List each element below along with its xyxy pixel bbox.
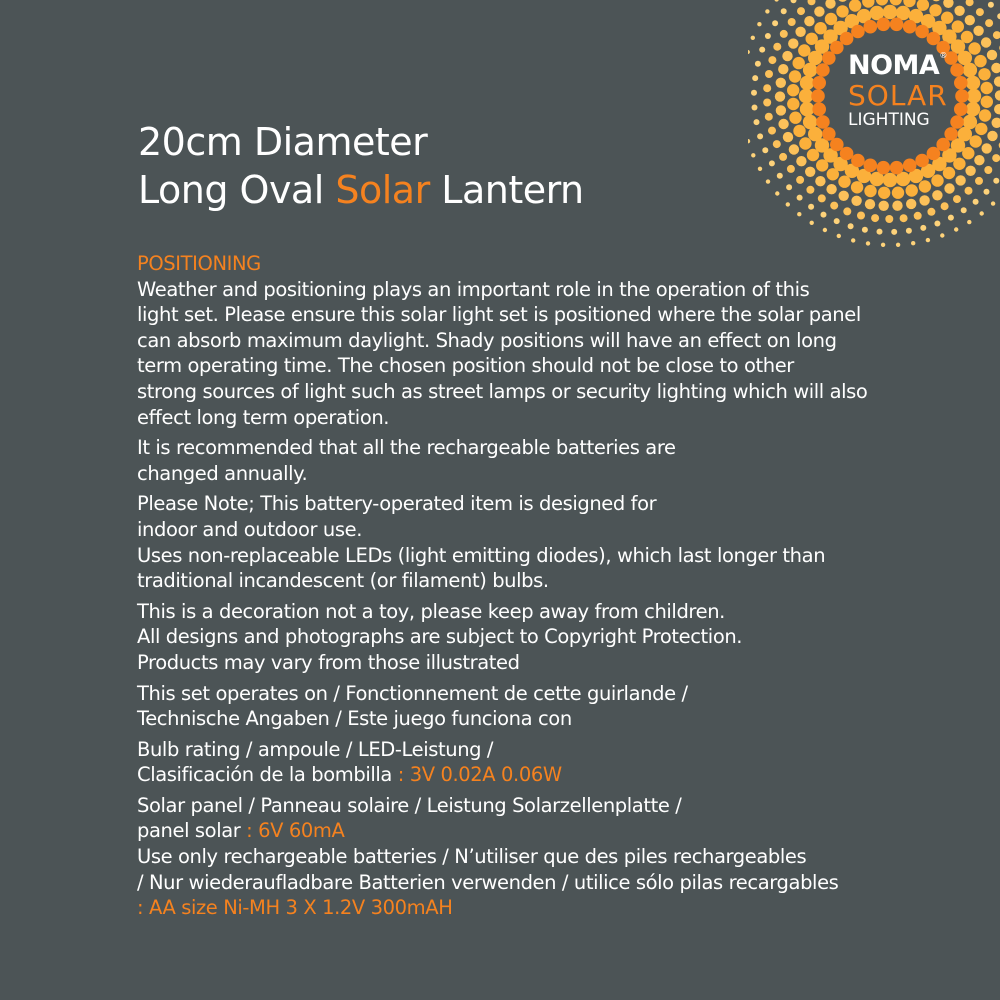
sun-dot [876, 0, 888, 6]
sun-dot [900, 214, 908, 222]
sun-dot [906, 228, 912, 234]
sun-dot [851, 238, 855, 242]
sun-dot [788, 18, 796, 26]
sun-dot [800, 76, 814, 90]
sun-dot [865, 199, 875, 209]
sun-dot [796, 156, 806, 166]
logo-noma: NOMA® [848, 50, 947, 81]
logo-lighting: LIGHTING [848, 110, 930, 130]
sun-dot [927, 147, 941, 161]
sun-dot [752, 75, 758, 81]
sun-dot [890, 18, 904, 32]
sun-dot [906, 199, 916, 209]
positioning-heading: POSITIONING [137, 252, 261, 275]
sun-dot [864, 185, 876, 197]
sun-dot [752, 105, 758, 111]
sun-dot [765, 9, 769, 13]
title-line-2: Long Oval Solar Lantern [138, 168, 584, 212]
sun-dot [914, 212, 922, 220]
sun-dot [953, 195, 961, 203]
sun-dot [966, 0, 974, 6]
sun-dot [816, 115, 830, 129]
sun-dot [838, 176, 850, 188]
sun-dot [881, 243, 885, 247]
sun-dot [776, 78, 786, 88]
sun-dot [826, 184, 836, 194]
sun-dot [981, 37, 991, 47]
sun-dot [755, 61, 761, 67]
sun-dot [993, 31, 1000, 39]
sun-dot [836, 5, 848, 17]
please-note-paragraph: Please Note; This battery-operated item is designed for indoor and outdoor use. Uses non-replaceable LEDs (light emitting diodes), which last longer than traditional incandescent (or filament) bulbs. [137, 492, 826, 593]
sun-dot [759, 47, 765, 53]
sun-dot [926, 238, 930, 242]
sun-dot [797, 7, 805, 15]
safety-paragraph: This is a decoration not a toy, please keep away from children. All designs and photographs are subject to Copyright Protection. Products may vary from those illustrated [137, 599, 743, 674]
sun-dot [879, 201, 889, 211]
sun-dot [920, 225, 926, 231]
sun-dot [793, 57, 805, 69]
batteries-value: : AA size Ni-MH 3 X 1.2V 300mAH [137, 896, 453, 920]
sun-dot [816, 63, 830, 77]
sun-dot [991, 63, 1000, 73]
sun-dot [799, 89, 813, 103]
operates-on-paragraph: This set operates on / Fonctionnement de cette guirlande / Technische Angaben / Este juego funciona con [137, 681, 688, 731]
sun-dot [825, 0, 835, 9]
sun-dot [775, 191, 779, 195]
sun-dot [775, 91, 785, 101]
sun-dot [789, 112, 801, 124]
sun-dot [978, 68, 990, 80]
sun-dot [948, 215, 954, 221]
sun-dot [941, 12, 953, 24]
sun-dot [818, 194, 826, 202]
sun-dot [778, 119, 788, 129]
sun-dot [878, 187, 890, 199]
sun-dot [970, 135, 982, 147]
noma-solar-lighting-logo [748, 0, 1000, 250]
bulb-rating-value: : 3V 0.02A 0.06W [391, 763, 562, 787]
product-title [138, 118, 584, 214]
sun-dot [849, 0, 861, 12]
sun-dot [851, 181, 863, 193]
sun-dot [883, 5, 897, 19]
sun-dot [754, 119, 760, 125]
sun-dot [915, 154, 929, 168]
sun-dot [994, 104, 1000, 114]
sun-dot [758, 167, 762, 171]
sun-dot [837, 0, 847, 2]
sun-dot [961, 31, 973, 43]
sun-dot [954, 227, 958, 231]
sun-dot [987, 131, 997, 141]
sun-dot [803, 115, 817, 129]
sun-dot [890, 0, 902, 5]
bulb-rating-paragraph: Bulb rating / ampoule / LED-Leistung / Clasificación de la bombilla : 3V 0.02A 0.06W [137, 737, 562, 787]
sun-dot [919, 195, 929, 205]
sun-dot [932, 190, 942, 200]
sun-dot [779, 153, 787, 161]
sun-dot [825, 13, 837, 25]
sun-dot [877, 161, 891, 175]
logo-solar: SOLAR [848, 79, 948, 112]
sun-dot [827, 168, 839, 180]
sun-dot [992, 118, 1000, 128]
sun-dot [804, 16, 814, 26]
sun-dot [843, 207, 851, 215]
sun-dot [797, 212, 801, 216]
sun-dot [786, 184, 792, 190]
sun-dot [885, 215, 893, 223]
sun-dot [766, 179, 770, 183]
positioning-paragraph: Weather and positioning plays an important role in the operation of this light set. Please ensure this solar light set is positioned where the solar panel can absorb maximum daylight. Shady positions will have an effect on long term operating time. The chosen position should not be close to other strong sources of light such as street lamps or security lighting which will also effect long term operation. [137, 277, 868, 429]
sun-dot [751, 153, 755, 157]
sun-dot [834, 218, 840, 224]
sun-dot [787, 98, 799, 110]
sun-dot [862, 227, 868, 233]
sun-dot [762, 147, 768, 153]
sun-dot [944, 183, 954, 193]
sun-dot [822, 127, 836, 141]
sun-dot [800, 102, 814, 116]
sun-dot [917, 0, 929, 11]
batteries-paragraph: Use only rechargeable batteries / N’utiliser que des piles rechargeables / Nur wiederaufladbare Batterien verwenden / utilice sólo pilas recargables : AA size Ni-MH 3 X 1.2V 300mAH [137, 844, 997, 921]
sun-dot [778, 64, 788, 74]
sun-dot [982, 143, 992, 153]
sun-dot [786, 202, 790, 206]
sun-dot [929, 4, 941, 16]
sun-dot [814, 22, 826, 34]
sun-dot [823, 228, 827, 232]
sun-dot [919, 180, 931, 192]
sun-dot [815, 176, 825, 186]
sun-dot [799, 137, 811, 149]
sun-dot [955, 175, 965, 185]
sun-dot [915, 25, 929, 39]
sun-dot [839, 191, 849, 201]
sun-dot [777, 173, 783, 179]
sun-dot [993, 178, 999, 184]
sun-dot [952, 20, 964, 32]
sun-dot [981, 96, 993, 108]
sun-dot [927, 208, 935, 216]
sun-dot [975, 177, 983, 185]
sun-dot [791, 0, 797, 3]
sun-dot [866, 241, 870, 245]
sun-dot [848, 223, 854, 229]
sun-dot [751, 90, 757, 96]
sun-dot [774, 0, 778, 2]
sun-dot [765, 70, 773, 78]
sun-dot [776, 105, 786, 115]
sun-dot [891, 229, 897, 235]
sun-dot [763, 99, 771, 107]
sun-dot [911, 241, 915, 245]
sun-dot [877, 18, 891, 32]
sun-dot [806, 186, 814, 194]
bulb-rating-label: Clasificación de la bombilla [137, 763, 392, 787]
sun-dot [995, 90, 1000, 100]
sun-dot [940, 233, 944, 237]
sun-dot [805, 167, 815, 177]
batteries-recommendation: It is recommended that all the rechargeable batteries are changed annually. [137, 436, 676, 485]
sun-dot [892, 201, 902, 211]
sun-dot [890, 161, 904, 175]
sun-dot [780, 30, 788, 38]
sun-dot [789, 144, 799, 154]
sun-dot [765, 113, 773, 121]
sun-dot [807, 149, 819, 161]
sun-dot [793, 125, 805, 137]
sun-dot [883, 173, 897, 187]
sun-dot [796, 176, 804, 184]
sun-dot [862, 0, 874, 8]
sun-dot [812, 76, 826, 90]
sun-dot [798, 44, 810, 56]
sun-dot [984, 189, 990, 195]
sun-dot [903, 20, 917, 34]
sun-dot [974, 155, 984, 165]
sun-dot [789, 70, 801, 82]
sun-dot [962, 147, 974, 159]
sun-dot [954, 6, 964, 16]
sun-dot [979, 109, 991, 121]
sun-dot [851, 196, 861, 206]
title-accent-solar: Solar [335, 168, 430, 212]
sun-dot [903, 159, 917, 173]
sun-dot [864, 159, 878, 173]
sun-dot [769, 160, 775, 166]
sun-dot [816, 159, 828, 171]
sun-dot [906, 184, 918, 196]
logo-text [848, 52, 978, 129]
sun-dot [896, 243, 900, 247]
sun-dot [857, 212, 865, 220]
sun-dot [837, 234, 841, 238]
sun-dot [981, 82, 993, 94]
sun-dot [783, 132, 793, 142]
sun-dot [748, 139, 750, 143]
sun-dot [781, 8, 787, 14]
sun-dot [991, 201, 995, 205]
sun-dot [787, 165, 795, 173]
sun-dot [773, 140, 781, 148]
sun-dot [851, 154, 865, 168]
sun-dot [988, 2, 994, 8]
sun-dot [953, 158, 965, 170]
sun-dot [877, 229, 883, 235]
sun-dot [757, 22, 761, 26]
sun-dot [788, 38, 798, 48]
sun-dot [871, 214, 879, 222]
sun-dot [892, 187, 904, 199]
sun-dot [965, 166, 975, 176]
sun-dot [864, 20, 878, 34]
sun-dot [748, 50, 750, 54]
solar-panel-paragraph: Solar panel / Panneau solaire / Leistung Solarzellenplatte / panel solar : 6V 60mA [137, 793, 682, 843]
sun-dot [765, 33, 771, 39]
sun-dot [751, 36, 755, 40]
sun-dot [840, 32, 854, 46]
sun-dot [806, 33, 818, 45]
sun-dot [987, 50, 997, 60]
sun-dot [811, 89, 825, 103]
sun-dot [943, 167, 955, 179]
sun-dot [814, 6, 824, 16]
sun-dot [851, 25, 865, 39]
sun-dot [973, 199, 979, 205]
sun-dot [757, 133, 763, 139]
sun-dot [931, 0, 941, 1]
sun-dot [934, 221, 940, 227]
sun-dot [808, 0, 816, 5]
sun-dot [984, 166, 992, 174]
sun-dot [976, 8, 984, 16]
sun-dot [797, 195, 803, 201]
sun-dot [973, 26, 983, 36]
title-line-1: 20cm Diameter [138, 120, 428, 164]
sun-dot [773, 43, 781, 51]
sun-dot [810, 221, 814, 225]
sun-dot [830, 202, 838, 210]
sun-dot [812, 102, 826, 116]
sun-dot [967, 220, 971, 224]
sun-dot [782, 51, 792, 61]
sun-dot [965, 15, 975, 25]
sun-dot [994, 76, 1000, 86]
sun-dot [985, 19, 993, 27]
sun-dot [965, 187, 973, 195]
sun-dot [980, 211, 984, 215]
sun-dot [992, 154, 1000, 162]
solar-panel-value: : 6V 60mA [240, 819, 345, 843]
sun-dot [943, 0, 953, 8]
sun-dot [763, 84, 771, 92]
sun-dot [961, 207, 967, 213]
sun-dot [795, 27, 805, 37]
product-description [137, 251, 997, 926]
sun-dot [808, 204, 814, 210]
sun-dot [787, 84, 799, 96]
sun-dot [772, 20, 778, 26]
solar-panel-label: panel solar [137, 819, 241, 843]
sun-dot [768, 56, 776, 64]
sun-dot [941, 202, 949, 210]
sun-dot [821, 212, 827, 218]
sun-dot [768, 127, 776, 135]
sun-dot [931, 174, 943, 186]
